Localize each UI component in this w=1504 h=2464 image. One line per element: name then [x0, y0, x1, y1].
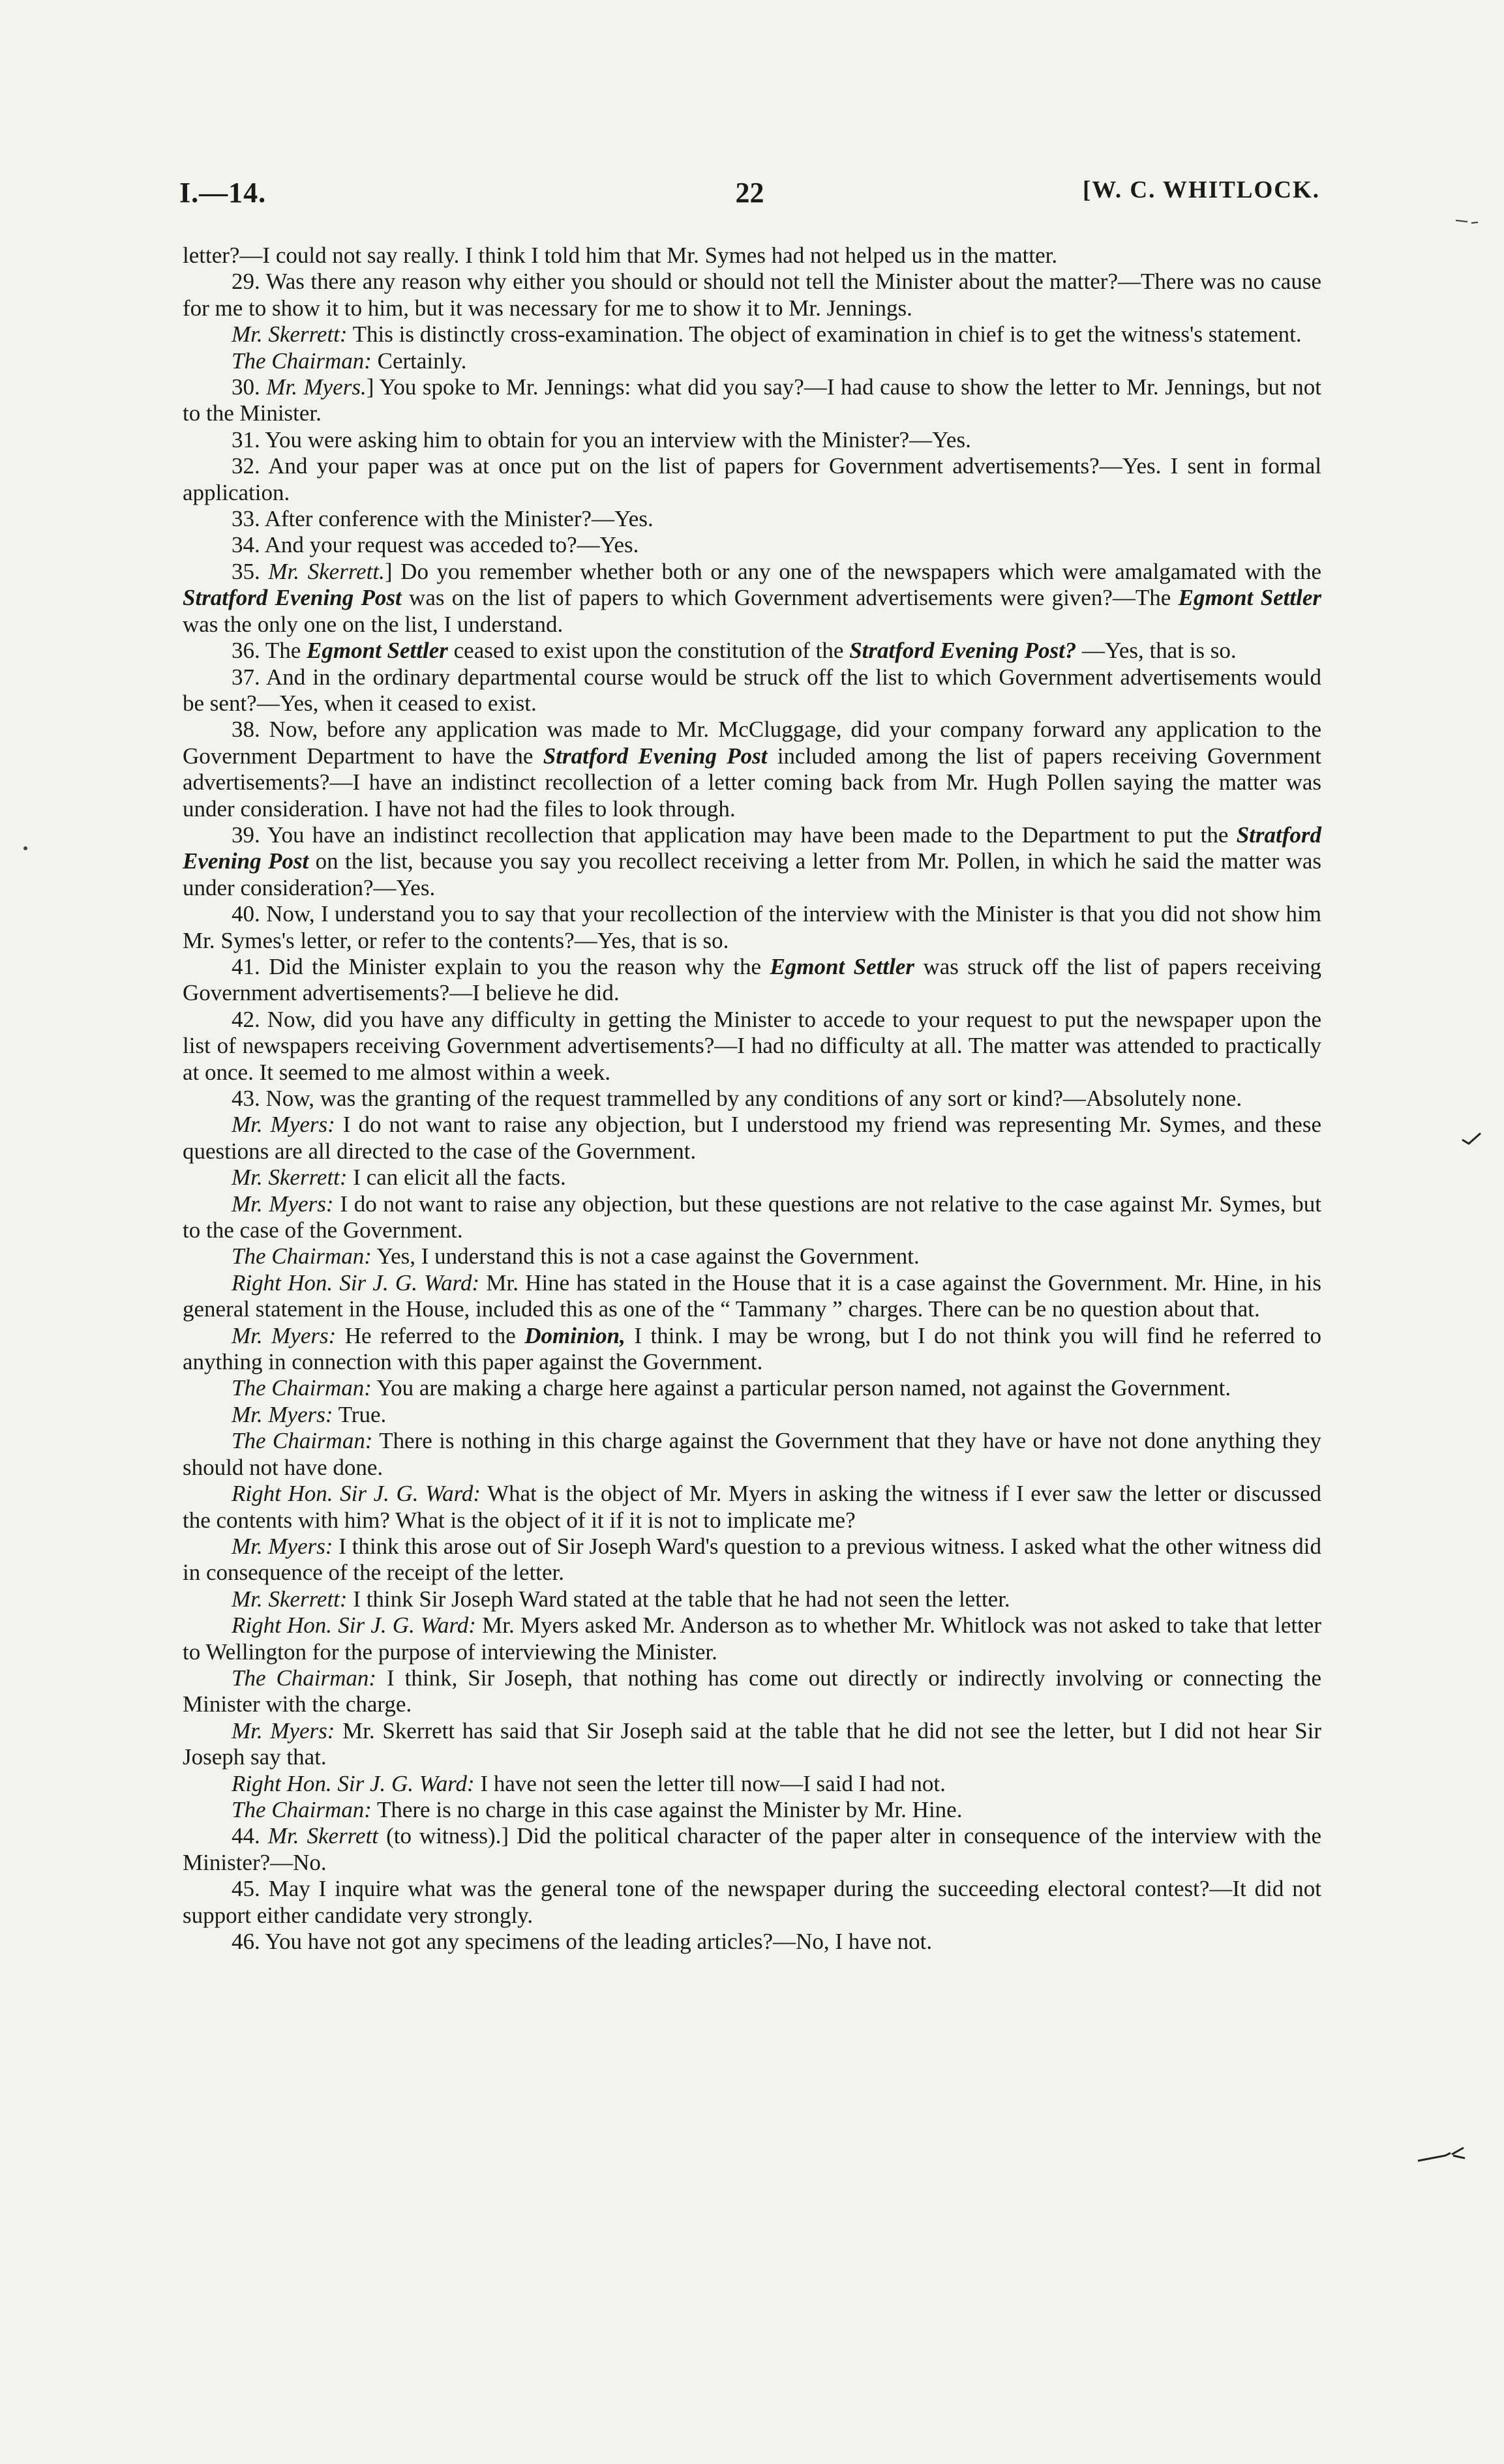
speaker-name: Mr. Skerrett:: [232, 321, 348, 348]
paragraph-text: I think Sir Joseph Ward stated at the table that he had not seen the letter.: [347, 1586, 1010, 1612]
speaker-name: Right Hon. Sir J. G. Ward:: [232, 1770, 475, 1796]
paragraph-text: (to witness).] Did the political character of the paper alter in consequence of the interview with the Minister?—No.: [183, 1823, 1321, 1875]
paragraph-text: —Yes, that is so.: [1076, 638, 1237, 664]
paragraph-text: 45. May I inquire what was the general tone of the newspaper during the succeeding electoral contest?—It did not support either candidate very strongly.: [183, 1876, 1321, 1928]
newspaper-title: Egmont Settler: [1178, 585, 1321, 611]
transcript-paragraph: [183, 1823, 1321, 1876]
transcript-paragraph: [183, 822, 1321, 901]
transcript-paragraph: [183, 506, 1321, 532]
transcript-paragraph: [183, 717, 1321, 822]
paragraph-text: 31. You were asking him to obtain for you an interview with the Minister?—Yes.: [232, 426, 971, 453]
transcript-paragraph: [183, 1112, 1321, 1165]
paragraph-text: There is no charge in this case against the Minister by Mr. Hine.: [371, 1796, 963, 1822]
margin-check-mark: [1460, 1131, 1486, 1157]
speaker-name: Mr. Skerrett:: [232, 1165, 348, 1191]
transcript-paragraph: [183, 532, 1321, 558]
speaker-name: The Chairman:: [232, 1665, 377, 1691]
newspaper-title: Stratford Evening Post: [183, 822, 1321, 874]
speaker-name: Mr. Myers:: [232, 1533, 333, 1559]
transcript-paragraph: [183, 638, 1321, 664]
paragraph-text: 30.: [232, 374, 267, 400]
page-number: 22: [735, 177, 764, 209]
newspaper-title: Egmont Settler: [770, 953, 914, 979]
speaker-name: Mr. Skerrett: [267, 1823, 379, 1849]
paragraph-text: was struck off the list of papers receiving Government advertisements?—I believe he did.: [183, 953, 1322, 1006]
paragraph-text: included among the list of papers receiving Government advertisements?—I have an indistinct recollection of a letter coming back from Mr. Hugh Pollen saying the matter was under consideration. I have not had the files to look through.: [183, 743, 1321, 822]
paragraph-text: I think, Sir Joseph, that nothing has come out directly or indirectly involving or connecting the Minister with the charge.: [183, 1665, 1321, 1717]
speaker-name: Right Hon. Sir J. G. Ward:: [232, 1481, 481, 1507]
transcript-paragraph: [183, 664, 1321, 717]
speaker-name: The Chairman:: [232, 348, 372, 374]
transcript-paragraph: [183, 348, 1321, 374]
newspaper-title: Dominion,: [524, 1322, 625, 1348]
paragraph-text: I have not seen the letter till now—I said I had not.: [474, 1770, 946, 1796]
transcript-paragraph: [183, 1243, 1321, 1269]
transcript-paragraph: [183, 374, 1321, 427]
transcript-paragraph: [183, 1428, 1321, 1481]
speaker-name: Mr. Myers:: [232, 1191, 334, 1217]
paragraph-text: 46. You have not got any specimens of the leading articles?—No, I have not.: [232, 1929, 933, 1954]
paragraph-text: I think this arose out of Sir Joseph Ward's question to a previous witness. I asked what the other witness did in consequence of the receipt of the letter.: [183, 1533, 1321, 1586]
transcript-paragraph: [183, 1876, 1321, 1929]
paragraph-text: 34. And your request was acceded to?—Yes.: [232, 532, 639, 558]
paragraph-text: Certainly.: [371, 348, 467, 374]
paragraph-text: Mr. Skerrett has said that Sir Joseph said at the table that he did not see the letter, but I did not hear Sir Joseph say that.: [183, 1717, 1321, 1770]
paragraph-text: letter?—I could not say really. I think I told him that Mr. Symes had not helped us in the matter.: [183, 243, 1058, 268]
paragraph-text: Yes, I understand this is not a case against the Government.: [371, 1243, 920, 1269]
paragraph-text: was on the list of papers to which Government advertisements were given?—The: [401, 585, 1179, 611]
transcript-paragraph: [183, 1771, 1321, 1797]
speaker-name: The Chairman:: [232, 1428, 373, 1454]
transcript-paragraph: [183, 901, 1321, 954]
margin-tick-mark: [1454, 216, 1481, 230]
transcript-paragraph: [183, 1086, 1321, 1112]
paragraph-text: I can elicit all the facts.: [347, 1165, 566, 1191]
paragraph-text: 32. And your paper was at once put on the list of papers for Government advertisements?—Yes. I sent in formal application.: [183, 453, 1321, 505]
newspaper-title: Egmont Settler: [307, 638, 448, 664]
transcript-paragraph: [183, 559, 1321, 638]
transcript-paragraph: [183, 1718, 1321, 1771]
paragraph-text: 41. Did the Minister explain to you the reason why the: [232, 953, 770, 979]
paragraph-text: 42. Now, did you have any difficulty in getting the Minister to accede to your request to put the newspaper upon the list of newspapers receiving Government advertisements?—I had no difficulty at all. The matter was attended to practically at once. It seemed to me almost within a week.: [183, 1006, 1321, 1085]
margin-dot-mark: [22, 845, 29, 852]
transcript-paragraph: [183, 1007, 1321, 1086]
speaker-name: Mr. Myers:: [232, 1322, 337, 1348]
speaker-name: Mr. Skerrett:: [232, 1586, 348, 1612]
transcript-paragraph: [183, 954, 1321, 1007]
paragraph-text: 43. Now, was the granting of the request trammelled by any conditions of any sort or kind?—Absolutely none.: [232, 1086, 1242, 1111]
paragraph-text: ] You spoke to Mr. Jennings: what did you say?—I had cause to show the letter to Mr. Jennings, but not to the Minister.: [183, 374, 1321, 426]
transcript-paragraph: [183, 1191, 1321, 1244]
paragraph-text: 33. After conference with the Minister?—Yes.: [232, 506, 654, 532]
speaker-name: Mr. Myers:: [232, 1717, 335, 1744]
speaker-name: Mr. Myers:: [232, 1112, 335, 1138]
paragraph-text: 44.: [232, 1823, 268, 1849]
paragraph-text: This is distinctly cross-examination. The object of examination in chief is to get the witness's statement.: [347, 321, 1302, 348]
speaker-name: The Chairman:: [232, 1375, 372, 1401]
transcript-paragraph: [183, 1797, 1321, 1823]
speaker-name: The Chairman:: [232, 1243, 372, 1269]
transcript-paragraph: [183, 1612, 1321, 1665]
paragraph-text: I do not want to raise any objection, but I understood my friend was representing Mr. Symes, and these questions are all directed to the case of the Government.: [183, 1112, 1321, 1164]
transcript-paragraph: [183, 1165, 1321, 1191]
paragraph-text: 35.: [232, 558, 269, 584]
paragraph-text: 39. You have an indistinct recollection that application may have been made to the Department to put the: [232, 822, 1237, 848]
page-header: [179, 176, 1320, 222]
speaker-name: The Chairman:: [232, 1796, 372, 1822]
paragraph-text: ceased to exist upon the constitution of the: [447, 638, 850, 664]
newspaper-title: Stratford Evening Post: [543, 743, 768, 769]
speaker-name: Mr. Skerrett.: [268, 558, 385, 584]
transcript-paragraph: [183, 427, 1321, 453]
paragraph-text: I think. I may be wrong, but I do not think you will find he referred to anything in connection with this paper against the Government.: [183, 1322, 1321, 1375]
paragraph-text: True.: [333, 1401, 387, 1427]
paragraph-text: 40. Now, I understand you to say that your recollection of the interview with the Minister is that you did not show him Mr. Symes's letter, or refer to the contents?—Yes, that is so.: [183, 901, 1321, 953]
paragraph-text: 37. And in the ordinary departmental course would be struck off the list to which Government advertisements would be sent?—Yes, when it ceased to exist.: [183, 664, 1321, 716]
transcript-paragraph: [183, 243, 1321, 269]
paragraph-text: on the list, because you say you recollect receiving a letter from Mr. Pollen, in which he said the matter was under consideration?—Yes.: [183, 848, 1321, 900]
transcript-paragraph: [183, 1929, 1321, 1955]
paragraph-text: 36. The: [232, 638, 307, 664]
paragraph-text: 38. Now, before any application was made to Mr. McCluggage, did your company forward any application to the Government Department to have the: [183, 717, 1321, 769]
paragraph-text: I do not want to raise any objection, but these questions are not relative to the case against Mr. Symes, but to the case of the Government.: [183, 1191, 1321, 1243]
paragraph-text: was the only one on the list, I understand.: [183, 611, 564, 637]
transcript-paragraph: [183, 453, 1321, 506]
paragraph-text: Mr. Hine has stated in the House that it is a case against the Government. Mr. Hine, in his general statement in the House, included this as one of the “ Tammany ” charges. There can be no question about that.: [183, 1269, 1321, 1322]
paragraph-text: What is the object of Mr. Myers in asking the witness if I ever saw the letter or discussed the contents with him? What is the object of it if it is not to implicate me?: [183, 1481, 1321, 1533]
margin-pencil-mark: [1415, 2139, 1467, 2165]
speaker-name: Mr. Myers.: [266, 374, 367, 400]
paragraph-text: He referred to the: [336, 1322, 525, 1348]
transcript-paragraph: [183, 321, 1321, 348]
newspaper-title: Stratford Evening Post?: [849, 638, 1077, 664]
transcript-paragraph: [183, 1375, 1321, 1401]
transcript-paragraph: [183, 269, 1321, 321]
transcript-paragraph: [183, 1323, 1321, 1376]
transcript-paragraph: [183, 1270, 1321, 1323]
witness-name: [W. C. WHITLOCK.: [1082, 177, 1320, 203]
paragraph-text: 29. Was there any reason why either you should or should not tell the Minister about the matter?—There was no cause for me to show it to him, but it was necessary for me to show it to Mr. Jennings.: [183, 269, 1321, 321]
transcript-paragraph: [183, 1534, 1321, 1586]
transcript-paragraph: [183, 1402, 1321, 1428]
paragraph-text: Mr. Myers asked Mr. Anderson as to whether Mr. Whitlock was not asked to take that letter to Wellington for the purpose of interviewing the Minister.: [183, 1612, 1321, 1665]
speaker-name: Mr. Myers:: [232, 1401, 333, 1427]
paragraph-text: You are making a charge here against a particular person named, not against the Government.: [371, 1375, 1231, 1401]
newspaper-title: Stratford Evening Post: [183, 585, 402, 611]
transcript-paragraph: [183, 1481, 1321, 1534]
transcript-body: [183, 243, 1321, 1955]
transcript-paragraph: [183, 1665, 1321, 1718]
paragraph-text: There is nothing in this charge against the Government that they have or have not done anything they should not have done.: [183, 1428, 1321, 1480]
transcript-paragraph: [183, 1586, 1321, 1612]
speaker-name: Right Hon. Sir J. G. Ward:: [232, 1612, 476, 1639]
document-reference: I.—14.: [179, 177, 267, 209]
paragraph-text: ] Do you remember whether both or any one of the newspapers which were amalgamated with the: [384, 558, 1321, 584]
speaker-name: Right Hon. Sir J. G. Ward:: [232, 1269, 480, 1296]
